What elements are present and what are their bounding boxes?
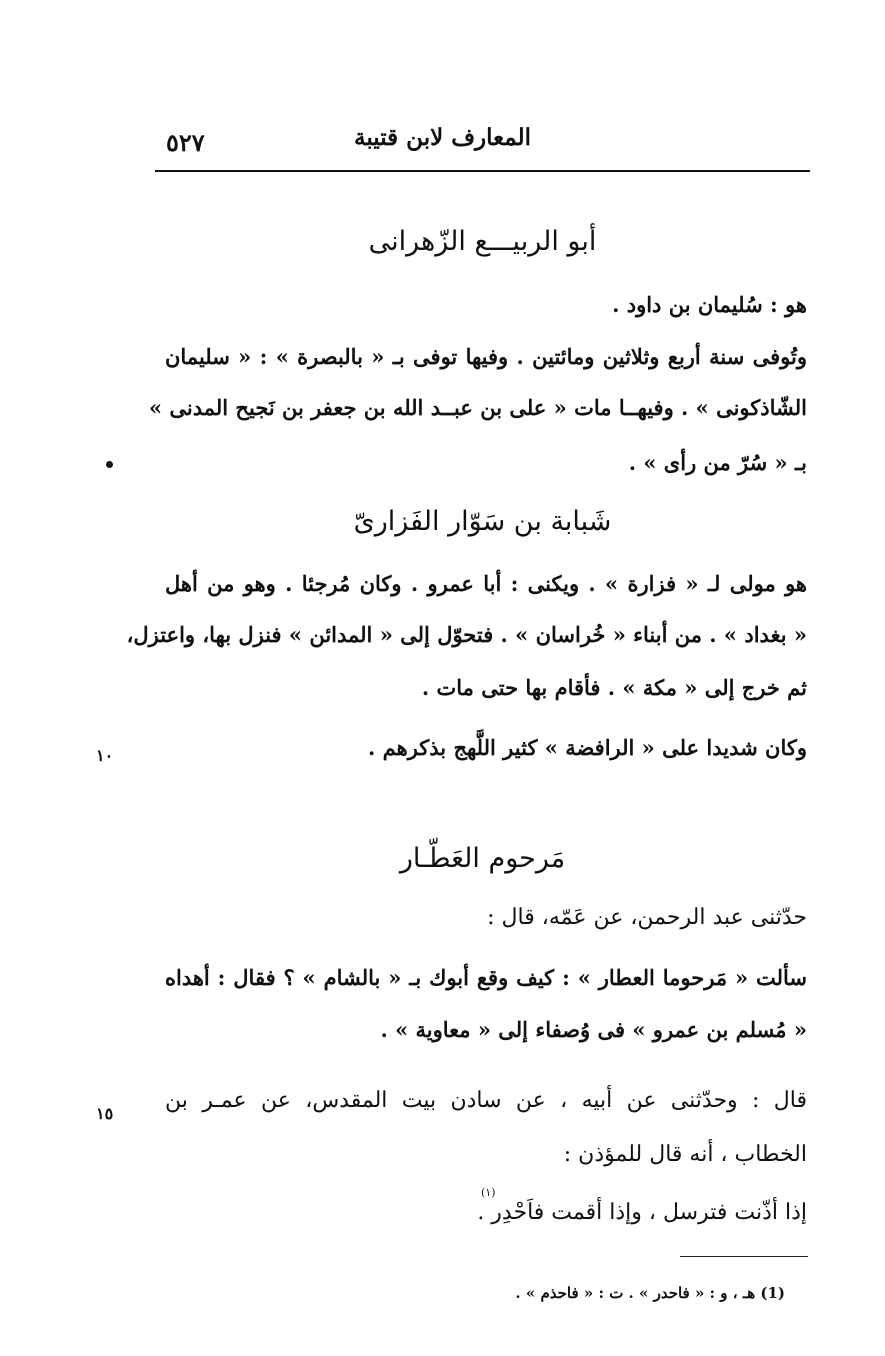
text-line: حدّثنى عبد الرحمن، عن عَمّه، قال : (487, 905, 807, 930)
line-number-15: ١٥ (96, 1104, 114, 1123)
running-header-title: المعارف لابن قتيبة (354, 124, 531, 151)
text-line: ثم خرج إلى « مكة » . فأقام بها حتى مات . (421, 675, 807, 700)
text-line: هو مولى لـ « فزارة » . ويكنى : أبا عمرو . وكان مُرجئا . وهو من أهل (165, 571, 807, 596)
text-line: إذا أذّنت فترسل ، وإذا أقمت فاَحْدِر . (477, 1200, 807, 1225)
footnote: (1) هـ ، و : « فاحدر » . ت : « فاحذم » . (515, 1284, 785, 1302)
text-line: سألت « مَرحوما العطار » : كيف وقع أبوك بـ « بالشام » ؟ فقال : أهداه (165, 965, 807, 990)
text-line: وتُوفى سنة أربع وثلاثين ومائتين . وفيها توفى بـ « بالبصرة » : « سليمان (165, 344, 807, 369)
line-number-10: ١٠ (96, 746, 114, 765)
section-heading-rabi: أبو الربيـــع الزّهرانى (368, 226, 597, 257)
margin-dot (106, 461, 113, 468)
text-line: الخطاب ، أنه قال للمؤذن : (563, 1142, 807, 1167)
text-line: « مُسلم بن عمرو » فى وُصفاء إلى « معاوية » . (380, 1017, 807, 1042)
footnote-reference: (١) (481, 1186, 496, 1199)
section-heading-shababa: شَبابة بن سَوّار الفَزارىّ (353, 506, 612, 537)
header-rule (155, 170, 810, 172)
text-line: بـ « سُرّ من رأى » . (628, 450, 807, 475)
text-line: الشّاذكونى » . وفيهــا مات « على بن عبــد الله بن جعفر بن نَجيح المدنى » (148, 395, 807, 420)
text-line: وكان شديدا على « الرافضة » كثير اللَّهج بذكرهم . (368, 735, 807, 760)
section-heading-marhum: مَرحوم العَطّـار (399, 843, 566, 874)
page-number: ٥٢٧ (166, 128, 205, 157)
text-line: « بغداد » . من أبناء « خُراسان » . فتحوّل إلى « المدائن » فنزل بها، واعتزل، (126, 622, 807, 647)
text-line: هو : سُليمان بن داود . (612, 292, 807, 317)
text-line: قال : وحدّثنى عن أبيه ، عن سادن بيت المقدس، عن عمـر بن (165, 1088, 807, 1113)
footnote-rule (680, 1256, 808, 1257)
